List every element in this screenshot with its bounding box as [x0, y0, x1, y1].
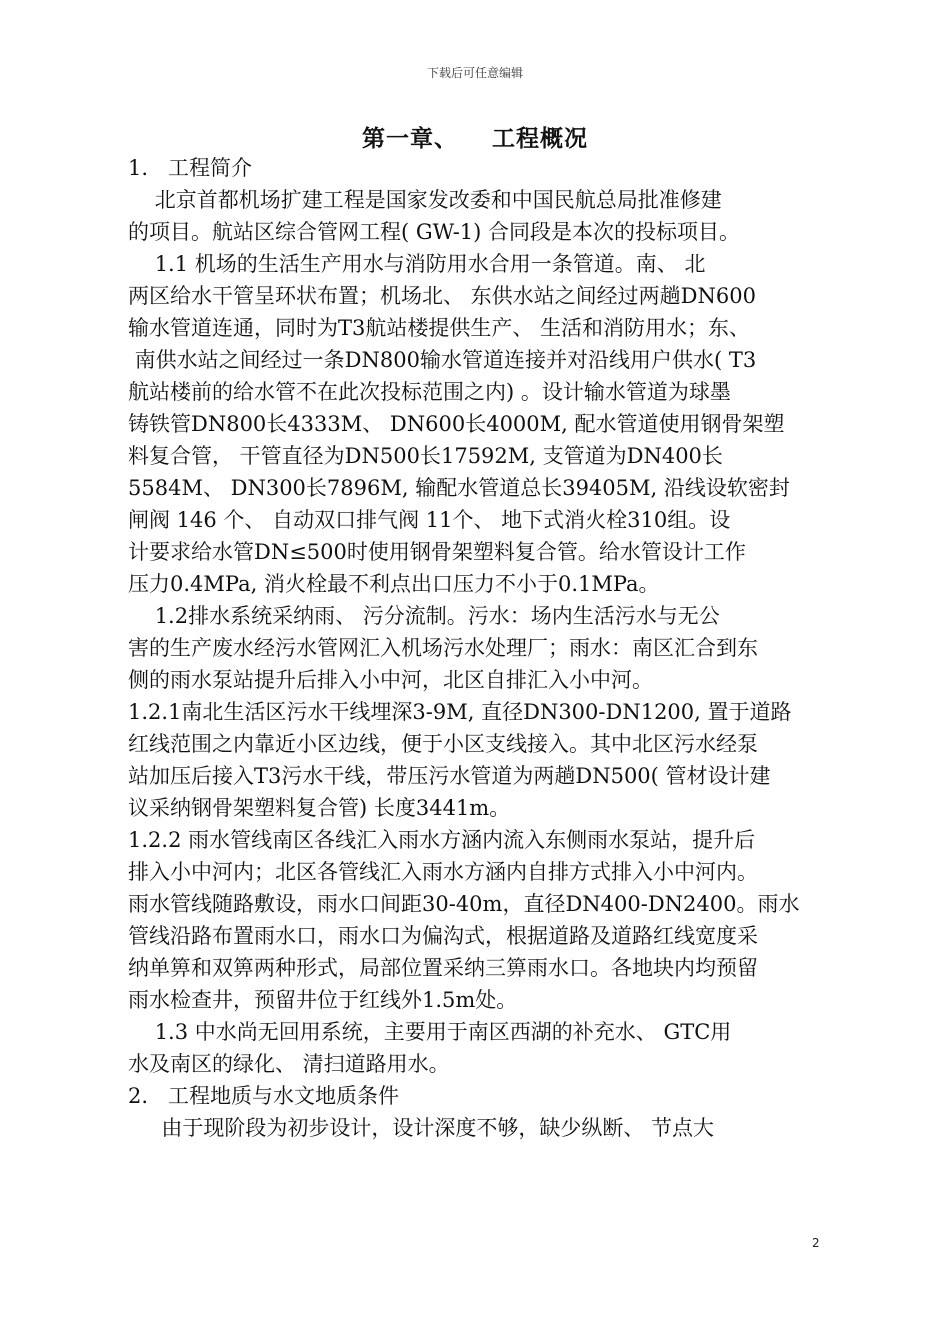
text-line: 雨水管线随路敷设，雨水口间距30-40m，直径DN400-DN2400。雨水 — [128, 892, 800, 916]
text-line: 害的生产废水经污水管网汇入机场污水处理厂；雨水：南区汇合到东 — [128, 636, 758, 660]
text-line: 5584M、 DN300长7896M, 输配水管道总长39405M, 沿线设软密封 — [128, 476, 790, 500]
page-number: 2 — [812, 1236, 820, 1250]
text-line: 排入小中河内；北区各管线汇入雨水方涵内自排方式排入小中河内。 — [128, 860, 758, 884]
text-line: 1.1 机场的生活生产用水与消防用水合用一条管道。南、 北 — [128, 252, 706, 276]
text-line: 料复合管， 干管直径为DN500长17592M, 支管道为DN400长 — [128, 444, 723, 468]
text-line: 议采纳钢骨架塑料复合管) 长度3441m。 — [128, 796, 511, 820]
text-line: 2. 工程地质与水文地质条件 — [128, 1084, 400, 1108]
text-line: 红线范围之内靠近小区边线，便于小区支线接入。其中北区污水经泵 — [128, 732, 758, 756]
page-header: 下载后可任意编辑 — [426, 66, 523, 80]
text-line: 铸铁管DN800长4333M、 DN600长4000M, 配水管道使用钢骨架塑 — [128, 412, 785, 436]
text-line: 1.3 中水尚无回用系统，主要用于南区西湖的补充水、 GTC用 — [128, 1020, 732, 1044]
text-line: 水及南区的绿化、 清扫道路用水。 — [128, 1052, 450, 1076]
text-line: 1. 工程简介 — [128, 156, 253, 180]
document-body — [128, 152, 828, 1144]
text-line: 侧的雨水泵站提升后排入小中河，北区自排汇入小中河。 — [128, 668, 653, 692]
chapter-name: 工程概况 — [492, 126, 588, 152]
text-line: 压力0.4MPa, 消火栓最不利点出口压力不小于0.1MPa。 — [128, 572, 660, 596]
text-line: 北京首都机场扩建工程是国家发改委和中国民航总局批准修建 — [128, 188, 722, 212]
chapter-title — [0, 120, 950, 153]
text-line: 两区给水干管呈环状布置；机场北、 东供水站之间经过两趟DN600 — [128, 284, 756, 308]
text-line: 纳单箅和双箅两种形式，局部位置采纳三箅雨水口。各地块内均预留 — [128, 956, 758, 980]
text-line: 1.2.2 雨水管线南区各线汇入雨水方涵内流入东侧雨水泵站，提升后 — [128, 828, 756, 852]
text-line: 1.2.1南北生活区污水干线埋深3-9M, 直径DN300-DN1200, 置于道路 — [128, 700, 792, 724]
text-line: 由于现阶段为初步设计，设计深度不够，缺少纵断、 节点大 — [128, 1116, 715, 1140]
text-line: 航站楼前的给水管不在此次投标范围之内) 。设计输水管道为球墨 — [128, 380, 731, 404]
text-line: 雨水检查井，预留井位于红线外1.5m处。 — [128, 988, 518, 1012]
text-line: 站加压后接入T3污水干线，带压污水管道为两趟DN500( 管材设计建 — [128, 764, 771, 788]
text-line: 计要求给水管DN≤500时使用钢骨架塑料复合管。给水管设计工作 — [128, 540, 746, 564]
text-line: 南供水站之间经过一条DN800输水管道连接并对沿线用户供水( T3 — [128, 348, 757, 372]
text-line: 1.2排水系统采纳雨、 污分流制。污水：场内生活污水与无公 — [128, 604, 720, 628]
text-line: 闸阀 146 个、 自动双口排气阀 11个、 地下式消火栓310组。设 — [128, 508, 731, 532]
text-line: 输水管道连通，同时为T3航站楼提供生产、 生活和消防用水；东、 — [128, 316, 751, 340]
text-line: 管线沿路布置雨水口，雨水口为偏沟式，根据道路及道路红线宽度采 — [128, 924, 758, 948]
text-line: 的项目。航站区综合管网工程( GW-1) 合同段是本次的投标项目。 — [128, 220, 741, 244]
chapter-number: 第一章、 — [362, 126, 458, 152]
